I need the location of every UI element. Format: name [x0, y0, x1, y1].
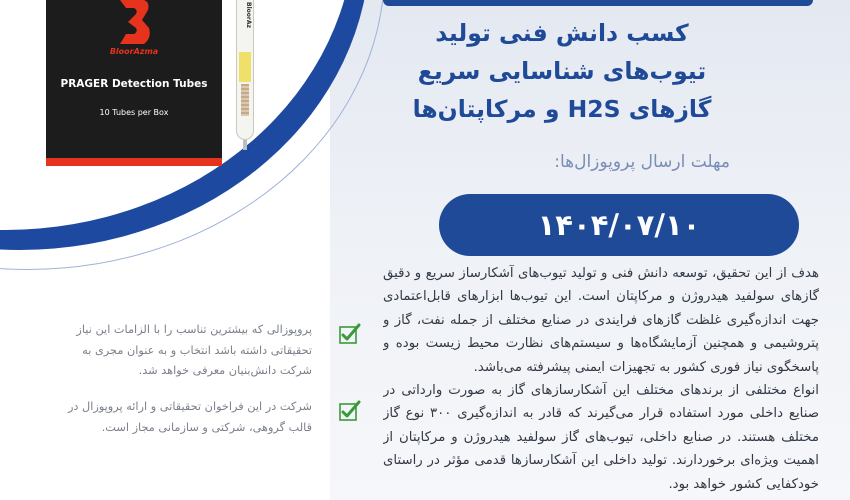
product-subtitle: 10 Tubes per Box: [99, 108, 169, 117]
detection-tube: [236, 0, 254, 140]
title-line-1: کسب دانش فنی تولید: [435, 19, 689, 47]
checklist-text: پروپوزالی که بیشترین تناسب را با الزامات این نیاز تحقیقاتی داشته باشد انتخاب و به عنوان مجری به شرکت دانش‌بنیان معرفی خواهد شد.: [76, 323, 312, 377]
top-accent-bar: [383, 0, 813, 6]
tube-label: BloorAz: [245, 2, 252, 28]
description-paragraph-1: هدف از این تحقیق، توسعه دانش فنی و تولید تیوب‌های آشکارساز سریع و دقیق گازهای سولفید هیدروژن و مرکاپتان است. این تیوب‌ها ابزارهای قابل‌اعتمادی جهت اندازه‌گیری غلظت گازهای فرایندی در صنایع مختلف از جمله نفت، گاز و پتروشیمی و همچنین آزمایشگاه‌ها و سیستم‌های نظارت محیط زیست بوده و پاسخگوی نیاز فوری کشور به تجهیزات ایمنی پیشرفته می‌باشد.: [383, 266, 819, 375]
tube-tip: [243, 140, 247, 150]
brand-name: BloorAzma: [109, 47, 159, 56]
deadline-label: مهلت ارسال پروپوزال‌ها:: [554, 152, 730, 172]
title-line-2: تیوب‌های شناسایی سریع: [417, 57, 707, 85]
product-box: [46, 0, 222, 166]
description-paragraph-2: انواع مختلفی از برندهای مختلف این آشکارسازهای گاز به صورت وارداتی در صنایع داخلی مورد استفاده قرار می‌گیرند که قادر به اندازه‌گیری ۳۰۰ نوع گاز مختلف هستند. در صنایع داخلی، تیوب‌های گاز سولفید هیدروژن و مرکاپتان از اهمیت ویژه‌ای برخوردارند. تولید داخلی این آشکارسازها قدمی مؤثر در راستای خودکفایی کشور خواهد بود.: [383, 383, 819, 492]
description: [383, 262, 819, 500]
tube-band: [239, 52, 251, 82]
tube-reagent: [241, 84, 249, 116]
page-title: [392, 14, 732, 128]
box-stripe: [46, 158, 222, 166]
deadline-date: ۱۴۰۴/۰۷/۱۰: [439, 194, 799, 256]
brand-logo-icon: [116, 0, 152, 44]
checkmark-icon: [338, 399, 362, 423]
title-line-3: گازهای H2S و مرکاپتان‌ها: [412, 95, 712, 123]
checklist-text: شرکت در این فراخوان تحقیقاتی و ارائه پروپوزال در قالب گروهی، شرکتی و سازمانی مجاز است.: [67, 400, 312, 434]
product-title: PRAGER Detection Tubes: [60, 78, 208, 90]
checkmark-icon: [338, 322, 362, 346]
